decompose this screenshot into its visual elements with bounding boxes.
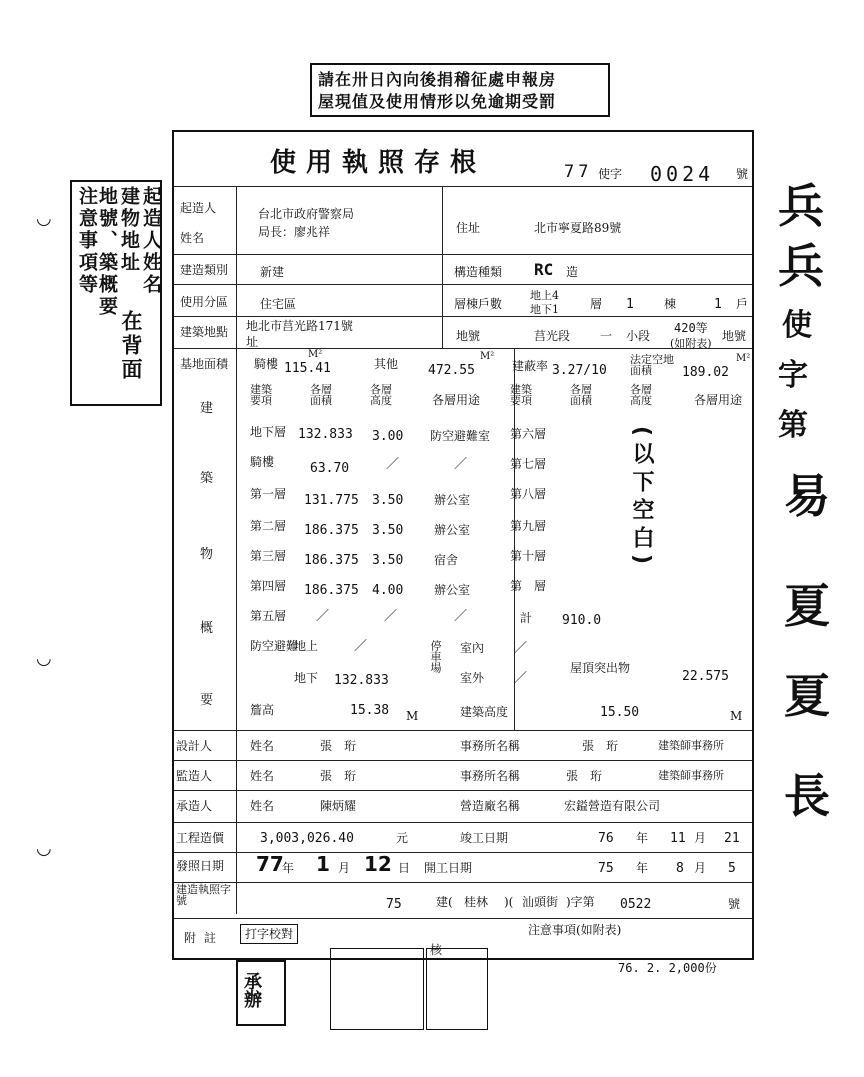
floor-area: ／	[316, 609, 330, 624]
header-height-r: 各層高度	[630, 383, 652, 407]
permit-district-1: 桂林	[464, 895, 489, 909]
bldg-height-value: 15.50	[600, 705, 640, 720]
side-col-4: 注意事項等	[76, 186, 98, 296]
designer-label: 設計人	[176, 739, 213, 753]
header-area: 各層面積	[310, 383, 332, 407]
ratio-value: 3.27/10	[552, 363, 607, 378]
side-char: 物	[200, 547, 214, 562]
floor-height: ／	[384, 609, 398, 624]
header-item: 建築要項	[250, 383, 272, 407]
indoor-value: ／	[514, 641, 528, 656]
check-label: 核	[430, 943, 443, 957]
floors-label: 層棟戶數	[454, 297, 503, 311]
contractor-firm: 宏鎰營造有限公司	[564, 799, 661, 813]
roof-label: 屋頂突出物	[570, 661, 631, 675]
floor-name-r: 第八層	[510, 487, 547, 501]
floor-name: 第四層	[250, 579, 287, 593]
issue-label: 發照日期	[176, 859, 225, 873]
contractor-label: 承造人	[176, 799, 213, 813]
side-extra: 在背面	[119, 310, 144, 382]
designer-office: 張 珩	[582, 739, 619, 753]
floor-height: ／	[386, 457, 400, 472]
floor-name-r: 第十層	[510, 549, 547, 563]
owner-name-1: 台北市政府警察局	[258, 207, 355, 221]
shelter-label: 防空避難	[250, 639, 299, 653]
form-title: 使用執照存根	[270, 148, 487, 178]
start-month: 8	[676, 861, 684, 876]
shelter-below-label: 地下	[294, 671, 319, 685]
floor-name: 地下層	[250, 425, 287, 439]
land-note: (如附表)	[670, 337, 712, 350]
owner-label-2: 姓名	[180, 231, 205, 245]
issue-month: 1	[316, 852, 330, 876]
floor-name-r: 第七層	[510, 457, 547, 471]
supervisor-office: 張 珩	[566, 769, 603, 783]
indoor-label: 室內	[460, 641, 485, 655]
floor-use: 辦公室	[434, 493, 471, 507]
shelter-above: ／	[354, 639, 368, 654]
land-suffix: 地號	[722, 329, 747, 343]
zoning-value: 住宅區	[260, 297, 297, 311]
floor-area: 132.833	[298, 427, 353, 442]
edge-char: 易	[784, 469, 830, 523]
contractor-firm-label: 營造廠名稱	[460, 799, 521, 813]
address-label: 住址	[456, 221, 481, 235]
floors-above: 地上4	[530, 289, 559, 302]
site-value: 地北市莒光路171號	[246, 319, 353, 333]
header-item-r: 建築要項	[510, 383, 532, 407]
permit-label: 建造執照字號	[176, 883, 231, 907]
side-info-box	[70, 180, 162, 406]
cost-label: 工程造價	[176, 831, 225, 845]
floor-height: 3.50	[372, 553, 404, 568]
land-dash: 一	[600, 329, 613, 343]
eave-value: 15.38	[350, 703, 390, 718]
license-suffix: 號	[736, 167, 749, 181]
owner-label: 起造人	[180, 201, 217, 215]
designer-name: 張 珩	[320, 739, 357, 753]
license-type: 使字	[598, 167, 623, 181]
supervisor-name-label: 姓名	[250, 769, 275, 783]
start-label: 開工日期	[424, 861, 473, 875]
floor-name-r: 第九層	[510, 519, 547, 533]
shelter-above-label: 地上	[294, 639, 319, 653]
zoning-label: 使用分區	[180, 295, 229, 309]
attach-label: 附註	[184, 931, 225, 945]
floor-area: 186.375	[304, 553, 359, 568]
notice-line-1: 請在卅日內向後捐稽征處申報房	[318, 70, 557, 89]
side-char: 建	[200, 401, 214, 416]
total-label: 計	[520, 611, 533, 625]
supervisor-office-label: 事務所名稱	[460, 769, 521, 783]
eave-label: 簷高	[250, 703, 275, 717]
notice-box	[310, 63, 610, 117]
print-info: 76. 2. 2,000份	[618, 961, 717, 975]
outdoor-label: 室外	[460, 671, 485, 685]
shelter-below: 132.833	[334, 673, 389, 688]
edge-char: 長	[784, 769, 830, 823]
start-day: 5	[728, 861, 736, 876]
notes-label: 注意事項(如附表)	[528, 923, 622, 937]
floor-name: 第五層	[250, 609, 287, 623]
start-year: 75	[598, 861, 614, 876]
floor-unit: 層	[590, 297, 603, 311]
other-value: 472.55	[428, 363, 475, 378]
struct-label: 構造種類	[454, 265, 503, 279]
address-value: 北市寧夏路89號	[534, 221, 622, 235]
floor-use: 辦公室	[434, 583, 471, 597]
side-char: 概	[200, 621, 214, 636]
floor-area: 63.70	[310, 461, 350, 476]
edge-char: 夏	[784, 579, 830, 633]
type-value: 新建	[260, 265, 285, 279]
floor-use: 辦公室	[434, 523, 471, 537]
legal-label: 法定空地面積	[630, 353, 674, 377]
header-area-r: 各層面積	[570, 383, 592, 407]
designer-office-label: 事務所名稱	[460, 739, 521, 753]
area-label: 基地面積	[180, 357, 229, 371]
floor-area: 131.775	[304, 493, 359, 508]
roof-value: 22.575	[682, 669, 729, 684]
site-label: 建築地點	[180, 325, 229, 339]
blank-note: (以下空白)	[629, 426, 654, 571]
legal-value: 189.02	[682, 365, 729, 380]
header-use-r: 各層用途	[694, 393, 743, 407]
supervisor-office-suffix: 建築師事務所	[658, 769, 724, 782]
hole-mark: ◡	[36, 838, 52, 859]
done-day: 21	[724, 831, 740, 846]
hole-mark: ◡	[36, 648, 52, 669]
floor-name: 騎樓	[250, 455, 275, 469]
cost-value: 3,003,026.40	[260, 831, 354, 846]
license-year: 77	[564, 162, 593, 182]
struct-value: RC	[534, 260, 554, 279]
edge-char: 兵	[778, 239, 824, 293]
designer-name-label: 姓名	[250, 739, 275, 753]
floor-name: 第三層	[250, 549, 287, 563]
license-number: 0024	[650, 162, 715, 186]
arcade-value: 115.41	[284, 361, 331, 376]
side-col-1: 起造人姓名	[140, 186, 162, 296]
permit-year: 75	[386, 897, 402, 912]
total-value: 910.0	[562, 613, 602, 628]
side-col-3: 地號、築概要	[96, 186, 118, 318]
done-month: 11	[670, 831, 686, 846]
building-unit: 棟	[664, 297, 677, 311]
edge-char: 夏	[784, 669, 830, 723]
header-use: 各層用途	[432, 393, 481, 407]
site-label-2: 址	[246, 335, 259, 349]
floor-use: ／	[454, 609, 468, 624]
issue-year: 77	[256, 852, 284, 876]
designer-office-suffix: 建築師事務所	[658, 739, 724, 752]
supervisor-name: 張 珩	[320, 769, 357, 783]
contractor-name: 陳炳耀	[320, 799, 357, 813]
owner-name-2: 局長：廖兆祥	[258, 225, 331, 239]
done-year: 76	[598, 831, 614, 846]
arcade-label: 騎樓	[254, 357, 279, 371]
struct-suffix: 造	[566, 265, 579, 279]
license-form: 使用執照存根 77 使字 0024 號 起造人 姓名 台北市政府警察局 局長：廖兆祥 住址 北市寧夏路89號 建造類別 新建 構造種類 RC 造 使用分區 住宅區 層棟戶數 地上4 地下1 層 1 棟 1 戶 建築地點 地北市莒光路171號 址 地號 莒光段 一 小段 420等 (如附表) 地號 基地面積 騎樓 115.41 M² 其他 472.55 M² 建蔽率 3.27/10 法定空地面積 189.02 M² 建築要項 各層面積 各層高度 各層用途 建築要項 各層面積 各層高度 各層用途 建 築 物 概 要 地下層 132.833 3.00 防空避難室 騎樓 63.70 ／ ／ 第一層 131.775 3.50 辦公室 第二層 186.375 3.50 辦公室 第三層 186.375 3.50 宿舍 第四層 186.375 4.00 辦公室 第五層 ／ ／ ／ 第六層 第七層 第八層 第九層 第十層 第 層 計 910.0 (以下空白) 防空避難 地上 ／ 地下 132.833 停車場 室內 ／ 室外 ／ 屋頂突出物 22.575 簷高 15.38 M 建築高度 15.50 M 設計人 姓名 張 珩 事務所名稱 張 珩 建築師事務所 監造人 姓名 張 珩 事務所名稱 張 珩 建築師事務所 承造人 姓名 陳炳耀 營造廠名稱 宏鎰營造有限公司 工程造價 3,003,026.40 元 竣工日期 76 年 11 月 21 發照日期 77 年 1 月 12 日 開工日期 75 年 8 月 5 建造執照字號 75 建( 桂林 )( 汕頭街 )字第 0522 號 附註 打字校對 核 注意事項(如附表)	[172, 130, 754, 960]
floor-height: 3.00	[372, 429, 404, 444]
land-number: 420等	[674, 321, 708, 335]
floors-below: 地下1	[530, 303, 559, 316]
proof-stamp: 打字校對	[240, 924, 298, 944]
floor-name: 第二層	[250, 519, 287, 533]
floor-use: ／	[454, 457, 468, 472]
buildings-count: 1	[626, 297, 634, 312]
supervisor-label: 監造人	[176, 769, 213, 783]
seal-stamp: 承辦	[236, 960, 286, 1026]
outdoor-value: ／	[514, 671, 528, 686]
contractor-name-label: 姓名	[250, 799, 275, 813]
done-label: 竣工日期	[460, 831, 509, 845]
floor-name-r: 第六層	[510, 427, 547, 441]
permit-prefix: 建(	[436, 895, 453, 909]
side-col-2: 建物地址	[118, 186, 140, 274]
floor-height: 4.00	[372, 583, 404, 598]
land-section: 莒光段	[534, 329, 571, 343]
floor-area: 186.375	[304, 583, 359, 598]
floor-name-r: 第 層	[510, 579, 547, 593]
edge-char: 字	[778, 358, 808, 393]
cost-unit: 元	[396, 831, 409, 845]
type-label: 建造類別	[180, 263, 229, 277]
side-char: 築	[200, 471, 214, 486]
floor-use: 宿舍	[434, 553, 459, 567]
hole-mark: ◡	[36, 208, 52, 229]
edge-char: 兵	[778, 179, 824, 233]
floor-name: 第一層	[250, 487, 287, 501]
parking-label: 停車場	[429, 640, 442, 673]
other-label: 其他	[374, 357, 399, 371]
floor-area: 186.375	[304, 523, 359, 538]
permit-district-2: 汕頭街	[522, 895, 559, 909]
permit-number: 0522	[620, 897, 652, 912]
edge-char: 使	[782, 308, 812, 343]
ratio-label: 建蔽率	[512, 359, 549, 373]
sign-box-2	[426, 948, 488, 1030]
issue-day: 12	[364, 852, 392, 876]
edge-char: 第	[778, 408, 808, 443]
land-label: 地號	[456, 329, 481, 343]
floor-use: 防空避難室	[430, 429, 491, 443]
bldg-height-label: 建築高度	[460, 705, 509, 719]
floor-height: 3.50	[372, 493, 404, 508]
floor-height: 3.50	[372, 523, 404, 538]
header-height: 各層高度	[370, 383, 392, 407]
sign-box	[330, 948, 424, 1030]
land-subsection: 小段	[626, 329, 651, 343]
household-unit: 戶	[736, 297, 749, 311]
households-count: 1	[714, 297, 722, 312]
notice-line-2: 屋現值及使用情形以免逾期受罰	[318, 92, 557, 111]
side-char: 要	[200, 693, 214, 708]
